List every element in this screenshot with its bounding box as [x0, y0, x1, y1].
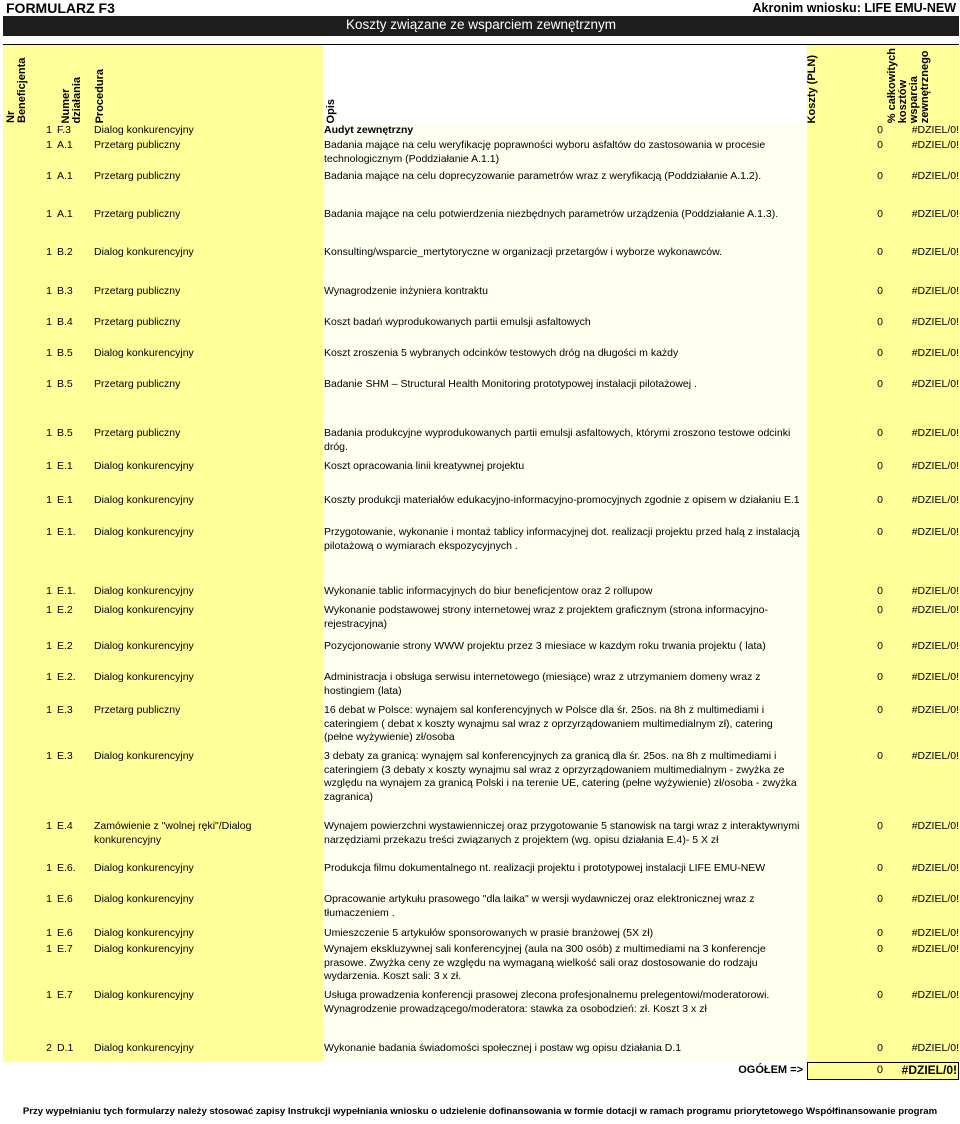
cell-beneficiary: 1 [46, 927, 52, 939]
cell-description: Opracowanie artykułu prasowego "dla laika" w wersji wydawniczej oraz elektronicznej wraz z tłumaczeniem . [324, 893, 755, 919]
table-row [3, 526, 959, 585]
cell-action-number: F.3 [57, 124, 72, 136]
cell-percent: #DZIEL/0! [911, 124, 959, 136]
table-header [3, 44, 959, 125]
cell-cost: 0 [877, 460, 883, 472]
cell-action-number: E.1. [57, 526, 76, 538]
cell-percent: #DZIEL/0! [911, 927, 959, 939]
cell-action-number: A.1 [57, 170, 73, 182]
cell-cost: 0 [877, 989, 883, 1001]
cell-cost: 0 [877, 585, 883, 597]
cell-description: Koszt badań wyprodukowanych partii emulsji asfaltowych [324, 316, 591, 328]
table-row [3, 943, 959, 989]
cell-description: Przygotowanie, wykonanie i montaż tablicy informacyjnej dot. realizacji projektu przed halą z instalacją pilotażową o wymiarach ekspozycyjnych . [324, 526, 800, 552]
table-row [3, 604, 959, 640]
cell-procedure: Dialog konkurencyjny [94, 460, 194, 472]
col-header-desc: Opis [325, 98, 337, 123]
cell-procedure: Dialog konkurencyjny [94, 671, 194, 683]
header-bg-left [3, 45, 323, 125]
cell-cost: 0 [877, 427, 883, 439]
cell-percent: #DZIEL/0! [911, 604, 959, 616]
cell-procedure: Przetarg publiczny [94, 316, 181, 328]
total-pct: #DZIEL/0! [901, 1063, 957, 1077]
col-header-pct: % całkowitych kosztów wsparcia zewnętrznego [886, 47, 931, 123]
cell-description: Audyt zewnętrzny [324, 124, 414, 136]
cell-procedure: Przetarg publiczny [94, 704, 181, 716]
cell-beneficiary: 1 [46, 943, 52, 955]
project-acronym: Akronim wniosku: LIFE EMU-NEW [752, 1, 956, 15]
cell-beneficiary: 1 [46, 750, 52, 762]
cell-percent: #DZIEL/0! [911, 246, 959, 258]
table-row [3, 378, 959, 427]
cell-action-number: B.5 [57, 378, 73, 390]
cell-beneficiary: 1 [46, 893, 52, 905]
table-row [3, 989, 959, 1042]
cell-percent: #DZIEL/0! [911, 640, 959, 652]
cell-percent: #DZIEL/0! [911, 585, 959, 597]
cell-procedure: Przetarg publiczny [94, 139, 181, 151]
table-row [3, 460, 959, 494]
cell-procedure: Dialog konkurencyjny [94, 1042, 194, 1054]
cell-action-number: B.2 [57, 246, 73, 258]
cell-percent: #DZIEL/0! [911, 862, 959, 874]
cell-action-number: B.3 [57, 285, 73, 297]
cell-description: Umieszczenie 5 artykułów sponsorowanych w prasie branżowej (5X zł) [324, 927, 654, 939]
cell-percent: #DZIEL/0! [911, 139, 959, 151]
cell-cost: 0 [877, 139, 883, 151]
cell-action-number: D.1 [57, 1042, 74, 1054]
cell-cost: 0 [877, 820, 883, 832]
table-row [3, 704, 959, 750]
total-cost: 0 [876, 1064, 883, 1076]
col-header-nr: Nr Beneficjenta [5, 57, 28, 123]
cell-description: Konsulting/wsparcie_mertytoryczne w organizacji przetargów i wyborze wykonawców. [324, 246, 723, 258]
table-row [3, 285, 959, 316]
cell-beneficiary: 1 [46, 526, 52, 538]
cell-procedure: Przetarg publiczny [94, 378, 181, 390]
col-header-num: Numer działania [60, 76, 83, 123]
cell-procedure: Dialog konkurencyjny [94, 640, 194, 652]
table-row [3, 347, 959, 378]
cell-beneficiary: 1 [46, 139, 52, 151]
table-row [3, 246, 959, 285]
cell-percent: #DZIEL/0! [911, 989, 959, 1001]
table-row [3, 893, 959, 927]
form-subtitle: Koszty związane ze wsparciem zewnętrznym [345, 17, 617, 32]
cell-procedure: Dialog konkurencyjny [94, 124, 194, 136]
cell-action-number: E.3 [57, 750, 73, 762]
cell-action-number: E.2 [57, 604, 73, 616]
cell-percent: #DZIEL/0! [911, 460, 959, 472]
cell-procedure: Dialog konkurencyjny [94, 943, 194, 955]
cell-action-number: E.4 [57, 820, 73, 832]
form-title: FORMULARZ F3 [6, 0, 115, 16]
cell-cost: 0 [877, 862, 883, 874]
cell-percent: #DZIEL/0! [911, 347, 959, 359]
cell-procedure: Dialog konkurencyjny [94, 585, 194, 597]
cell-description: Badania mające na celu potwierdzenia niezbędnych parametrów urządzenia (Poddziałanie A.1.3). [324, 208, 779, 220]
cell-action-number: A.1 [57, 139, 73, 151]
cell-description: 3 debaty za granicą: wynajęm sal konferencyjnych za granicą dla śr. 25os. na 8h z multimediami i cateringiem (3 debaty x koszty wynajmu sal wraz z oprzyrządowaniem multimedialnym - zwyżka ze względu na wynajem za granicą Polski i na terenie UE, catering (pełne wyżywienie) zł/osoba - zwyżka zagranica) [324, 750, 797, 803]
table-row [3, 316, 959, 347]
cell-percent: #DZIEL/0! [911, 750, 959, 762]
cell-action-number: A.1 [57, 208, 73, 220]
cell-procedure: Dialog konkurencyjny [94, 893, 194, 905]
col-header-cost: Koszty (PLN) [806, 54, 818, 123]
cell-description: 16 debat w Polsce: wynajem sal konferencyjnych w Polsce dla śr. 25os. na 8h z multimediami i cateringiem ( debat x koszty wynajmu sal wraz z oprzyrządowaniem multimedialnym zł), catering (pełne wyżywienie) zł/osoba [324, 704, 773, 743]
cell-percent: #DZIEL/0! [911, 704, 959, 716]
cell-beneficiary: 1 [46, 208, 52, 220]
cell-procedure: Dialog konkurencyjny [94, 494, 194, 506]
cell-procedure: Dialog konkurencyjny [94, 750, 194, 762]
cell-percent: #DZIEL/0! [911, 285, 959, 297]
subtitle-band [3, 16, 959, 36]
table-row [3, 927, 959, 943]
table-row [3, 671, 959, 704]
total-label: OGÓŁEM => [738, 1064, 803, 1076]
cell-cost: 0 [877, 927, 883, 939]
cell-beneficiary: 1 [46, 246, 52, 258]
cell-action-number: E.1. [57, 585, 76, 597]
cell-action-number: B.5 [57, 347, 73, 359]
table-row [3, 494, 959, 526]
table-row [3, 820, 959, 862]
cell-cost: 0 [877, 750, 883, 762]
cell-procedure: Przetarg publiczny [94, 208, 181, 220]
cell-procedure: Dialog konkurencyjny [94, 246, 194, 258]
cell-procedure: Dialog konkurencyjny [94, 989, 194, 1001]
cell-percent: #DZIEL/0! [911, 893, 959, 905]
cell-procedure: Dialog konkurencyjny [94, 927, 194, 939]
cell-action-number: E.7 [57, 943, 73, 955]
cell-beneficiary: 1 [46, 460, 52, 472]
cell-action-number: E.6 [57, 893, 73, 905]
cell-beneficiary: 1 [46, 124, 52, 136]
cell-cost: 0 [877, 208, 883, 220]
form-header [0, 0, 960, 38]
cell-cost: 0 [877, 671, 883, 683]
cell-description: Wykonanie badania świadomości społecznej i postaw wg opisu działania D.1 [324, 1042, 682, 1054]
cell-cost: 0 [877, 1042, 883, 1054]
cell-procedure: Zamówienie z "wolnej ręki"/Dialog konkurencyjny [94, 820, 252, 846]
cell-description: Administracja i obsługa serwisu internetowego (miesiące) wraz z utrzymaniem domeny wraz z hostingiem (lata) [324, 671, 761, 697]
cell-beneficiary: 1 [46, 604, 52, 616]
cell-procedure: Przetarg publiczny [94, 427, 181, 439]
cell-beneficiary: 1 [46, 989, 52, 1001]
total-row [3, 1062, 959, 1080]
table-row [3, 640, 959, 671]
cell-description: Badanie SHM – Structural Health Monitoring prototypowej instalacji pilotażowej . [324, 378, 697, 390]
cell-procedure: Przetarg publiczny [94, 285, 181, 297]
cell-description: Koszt zroszenia 5 wybranych odcinków testowych dróg na długości m każdy [324, 347, 679, 359]
cell-cost: 0 [877, 285, 883, 297]
cell-cost: 0 [877, 124, 883, 136]
cell-beneficiary: 1 [46, 585, 52, 597]
cell-action-number: B.5 [57, 427, 73, 439]
cell-cost: 0 [877, 316, 883, 328]
cell-description: Badania mające na celu weryfikację poprawności wyboru asfaltów do zastosowania w procesie technologicznym (Poddziałanie A.1.1) [324, 139, 766, 165]
cell-action-number: E.1 [57, 494, 73, 506]
cell-description: Usługa prowadzenia konferencji prasowej zlecona profesjonalnemu prelegentowi/moderatorowi. Wynagrodzenie prowadzącego/moderatora: stawka za osobodzień: zł. Koszt 3 x zł [324, 989, 770, 1015]
cell-procedure: Dialog konkurencyjny [94, 862, 194, 874]
cell-action-number: E.2 [57, 640, 73, 652]
cell-description: Wynagrodzenie inżyniera kontraktu [324, 285, 488, 297]
cell-description: Badania mające na celu doprecyzowanie parametrów wraz z weryfikacją (Poddziałanie A.1.2). [324, 170, 762, 182]
header-bg-right [807, 45, 959, 125]
cell-cost: 0 [877, 943, 883, 955]
cell-percent: #DZIEL/0! [911, 526, 959, 538]
cell-percent: #DZIEL/0! [911, 820, 959, 832]
cell-beneficiary: 1 [46, 347, 52, 359]
cell-beneficiary: 1 [46, 862, 52, 874]
table-row [3, 750, 959, 820]
cell-action-number: E.7 [57, 989, 73, 1001]
cell-procedure: Przetarg publiczny [94, 170, 181, 182]
cell-description: Wynajem powierzchni wystawienniczej oraz przygotowanie 5 stanowisk na targi wraz z interaktywnymi narzędziami przekazu treści związanych z projektem (wg. opisu działania E.4)- 5 X zł [324, 820, 800, 846]
cell-beneficiary: 2 [46, 1042, 52, 1054]
table-row [3, 585, 959, 604]
cell-action-number: E.1 [57, 460, 73, 472]
footer-note: Przy wypełnianiu tych formularzy należy stosować zapisy Instrukcji wypełniania wniosku o udzielenie dofinansowania w formie dotacji w ramach programu priorytetowego Współfinansowanie program [22, 1106, 938, 1117]
cell-description: Koszt opracowania linii kreatywnej projektu [324, 460, 525, 472]
cell-procedure: Dialog konkurencyjny [94, 347, 194, 359]
cell-description: Pozycjonowanie strony WWW projektu przez 3 miesiace w kazdym roku trwania projektu ( lata) [324, 640, 766, 652]
cell-procedure: Dialog konkurencyjny [94, 526, 194, 538]
cell-beneficiary: 1 [46, 494, 52, 506]
cell-percent: #DZIEL/0! [911, 378, 959, 390]
col-header-proc: Procedura [94, 68, 106, 123]
cell-cost: 0 [877, 640, 883, 652]
table-row [3, 139, 959, 170]
cell-beneficiary: 1 [46, 316, 52, 328]
cell-cost: 0 [877, 526, 883, 538]
cell-beneficiary: 1 [46, 820, 52, 832]
cell-action-number: E.3 [57, 704, 73, 716]
cell-action-number: E.2. [57, 671, 76, 683]
cell-action-number: E.6. [57, 862, 76, 874]
cell-percent: #DZIEL/0! [911, 170, 959, 182]
table-row [3, 862, 959, 893]
table-row [3, 170, 959, 208]
cell-cost: 0 [877, 704, 883, 716]
cell-percent: #DZIEL/0! [911, 316, 959, 328]
cell-beneficiary: 1 [46, 640, 52, 652]
cell-percent: #DZIEL/0! [911, 671, 959, 683]
cell-beneficiary: 1 [46, 704, 52, 716]
table-row [3, 208, 959, 246]
cell-description: Wykonanie tablic informacyjnych do biur beneficjentow oraz 2 rollupow [324, 585, 653, 597]
cell-description: Wynajem ekskluzywnej sali konferencyjnej (aula na 300 osób) z multimediami na 3 konferencje prasowe. Zwyżka ceny ze względu na wymaganą wielkość sali oraz dostosowanie do rodzaju wydarzenia. Koszt sali: 3 x zł. [324, 943, 766, 982]
cell-beneficiary: 1 [46, 427, 52, 439]
cell-description: Wykonanie podstawowej strony internetowej wraz z projektem graficznym (strona informacyjno-rejestracyjna) [324, 604, 768, 630]
table-row [3, 124, 959, 139]
table-row [3, 427, 959, 460]
cell-percent: #DZIEL/0! [911, 208, 959, 220]
cell-action-number: E.6 [57, 927, 73, 939]
cell-percent: #DZIEL/0! [911, 494, 959, 506]
table-row [3, 1042, 959, 1062]
cell-procedure: Dialog konkurencyjny [94, 604, 194, 616]
cell-cost: 0 [877, 604, 883, 616]
cell-cost: 0 [877, 170, 883, 182]
cell-cost: 0 [877, 494, 883, 506]
cell-cost: 0 [877, 378, 883, 390]
cell-cost: 0 [877, 246, 883, 258]
cell-description: Produkcja filmu dokumentalnego nt. realizacji projektu i prototypowej instalacji LIFE EMU-NEW [324, 862, 766, 874]
cell-description: Badania produkcyjne wyprodukowanych partii emulsji asfaltowych, którymi zroszono testowe odcinki dróg. [324, 427, 791, 453]
cell-cost: 0 [877, 347, 883, 359]
cell-beneficiary: 1 [46, 378, 52, 390]
cell-description: Koszty produkcji materiałów edukacyjno-informacyjno-promocyjnych zgodnie z opisem w działaniu E.1 [324, 494, 800, 506]
cell-beneficiary: 1 [46, 170, 52, 182]
cell-cost: 0 [877, 893, 883, 905]
cell-action-number: B.4 [57, 316, 73, 328]
cell-percent: #DZIEL/0! [911, 943, 959, 955]
cell-beneficiary: 1 [46, 285, 52, 297]
cell-beneficiary: 1 [46, 671, 52, 683]
cell-percent: #DZIEL/0! [911, 1042, 959, 1054]
cell-percent: #DZIEL/0! [911, 427, 959, 439]
